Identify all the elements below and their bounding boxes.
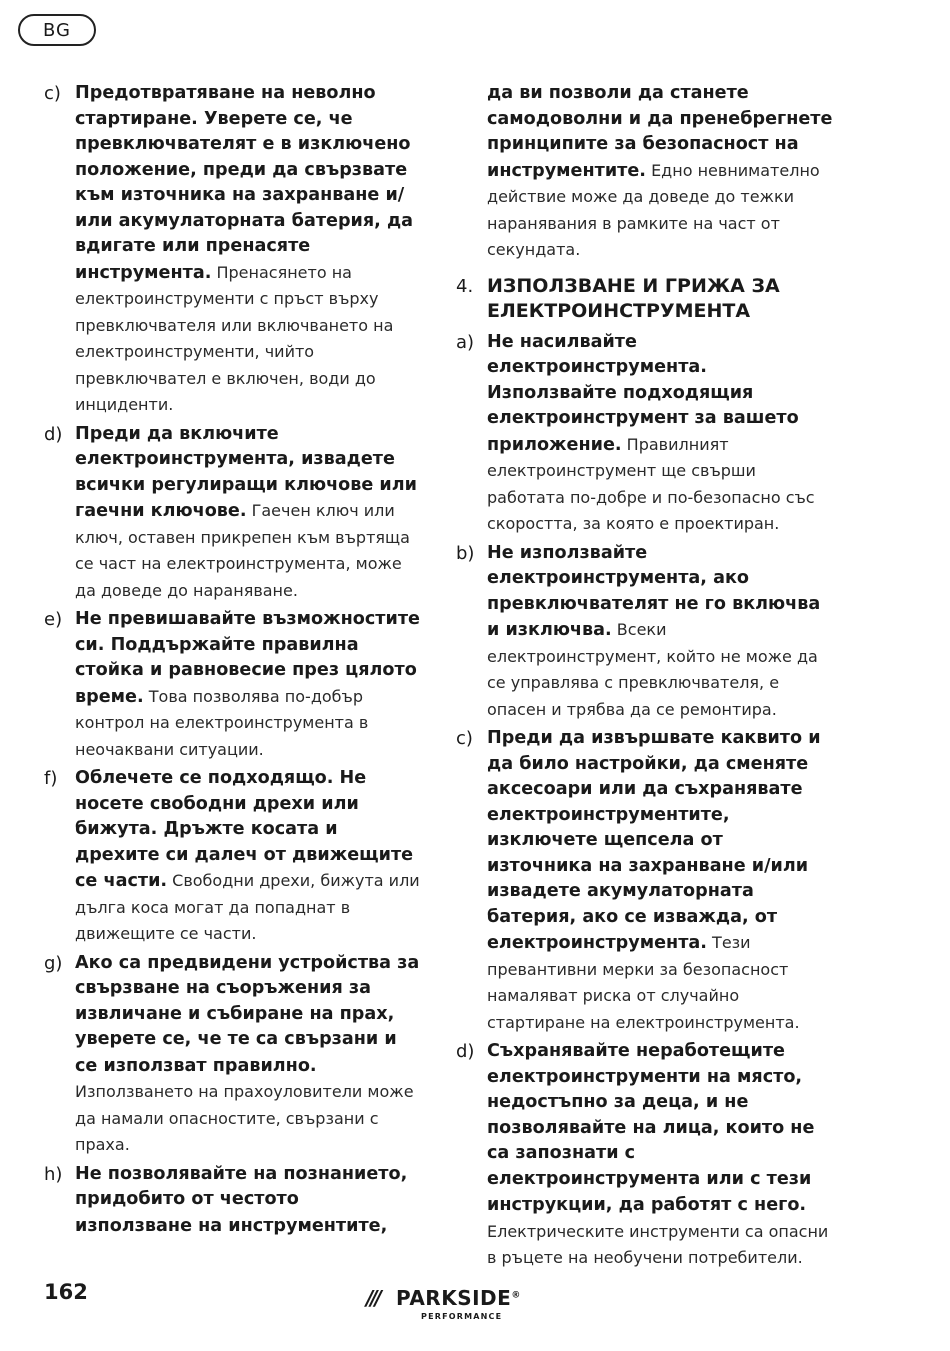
instruction-bold: Преди да извършвате каквито и да било настройки, да сменяте аксесоари или да съхранявате електроинструментите, изключете щепсела от източника на захранване и/или извадете акумулаторната батерия, ако се изважда, от електроинструмента. [487, 728, 821, 953]
instruction-bold: Не използвайте електроинструмента, ако превключвателят не го включва и изключва. [487, 542, 821, 640]
instruction-text: Електрическите инструменти са опасни в ръцете на необучени потребители. [487, 1221, 829, 1267]
item-marker: h) [44, 1163, 63, 1185]
instruction-text: Пренасянето на електроинструменти с пръст върху превключвателя или включването на електроинструменти, чийто превключвател е включен, води до инциденти. [75, 262, 394, 414]
instruction-item-d [44, 422, 421, 605]
item-marker: c) [44, 83, 61, 104]
item-marker: g) [44, 952, 63, 974]
instruction-bold: Преди да включите електроинструмента, извадете всички регулиращи ключове или гаечни ключове. [75, 423, 417, 521]
parkside-logo [366, 1286, 526, 1326]
instruction-text: Свободни дрехи, бижута или дълга коса могат да попаднат в движещите се части. [75, 871, 420, 943]
instruction-text: Използването на прахоуловители може да намали опасностите, свързани с праха. [75, 1082, 414, 1154]
language-badge: BG [18, 14, 96, 46]
section-heading [456, 274, 833, 324]
instruction-text: Това позволява по-добър контрол на електроинструмента в неочаквани ситуации. [75, 686, 369, 759]
continued-instruction [487, 81, 833, 264]
instruction-item-c [456, 726, 833, 1036]
logo-subtitle: PERFORMANCE [421, 1312, 503, 1321]
registered-mark: ® [511, 1290, 521, 1301]
instruction-bold: Не насилвайте електроинструмента. Използвайте подходящия електроинструмент за вашето приложение. [487, 331, 799, 455]
instruction-bold: Съхранявайте неработещите електроинструменти на място, недостъпно за деца, и не позволявайте на лица, които не са запознати с електроинструмента или с тези инструкции, да работят с него. [487, 1041, 815, 1215]
logo-brand [396, 1286, 521, 1310]
instruction-bold: Не позволявайте на познанието, придобито от честото използване на инструментите, [75, 1163, 408, 1236]
instruction-item-d [456, 1039, 833, 1272]
instruction-item-a [456, 330, 833, 538]
logo-brand-text: PARKSIDE [396, 1286, 512, 1310]
instruction-item-g [44, 951, 421, 1159]
item-marker: d) [44, 423, 63, 445]
logo-slashes: /// [366, 1286, 379, 1310]
instruction-bold: Облечете се подходящо. Не носете свободни дрехи или бижута. Дръжте косата и дрехите си далеч от движещите се части. [75, 768, 414, 891]
section-title: ИЗПОЛЗВАНЕ И ГРИЖА ЗА ЕЛЕКТРОИНСТРУМЕНТА [487, 274, 780, 322]
instruction-item-b [456, 541, 833, 724]
instruction-text: Тези превантивни мерки за безопасност намаляват риска от случайно стартиране на електроинструмента. [487, 933, 800, 1032]
item-marker: e) [44, 609, 63, 630]
item-marker: b) [456, 542, 475, 564]
left-column [44, 81, 421, 1242]
instruction-bold: Ако са предвидени устройства за свързване на съоръжения за извличане и събиране на прах, уверете се, че те са свързани и се използват правилно. [75, 952, 420, 1076]
instruction-text: Гаечен ключ или ключ, оставен прикрепен към въртяща се част на електроинструмента, може да доведе до нараняване. [75, 501, 410, 600]
instruction-item-e [44, 607, 421, 763]
instruction-item-h [44, 1162, 421, 1240]
instruction-text: Едно невнимателно действие може да доведе до тежки наранявания в рамките на част от секундата. [487, 160, 820, 259]
section-number: 4. [456, 275, 474, 297]
instruction-text: Правилният електроинструмент ще свърши работата по-добре и по-безопасно със скоростта, за която е проектиран. [487, 434, 815, 533]
right-column [456, 81, 833, 1275]
item-marker: d) [456, 1041, 475, 1062]
item-marker: f) [44, 768, 58, 789]
item-marker: a) [456, 331, 475, 353]
instruction-bold: Предотвратяване на неволно стартиране. Уверете се, че превключвателят е в изключено положение, преди да свързвате към източника на захранване и/или акумулаторната батерия, да вдигате или пренасяте инструмента. [75, 83, 414, 283]
page-number: 162 [44, 1280, 88, 1304]
instruction-item-c [44, 81, 421, 419]
instruction-text: Всеки електроинструмент, който не може да се управлява с превключвателя, е опасен и трябва да се ремонтира. [487, 620, 818, 719]
instruction-item-f [44, 766, 421, 948]
instruction-bold: да ви позволи да станете самодоволни и да пренебрегнете принципите за безопасност на инструментите. [487, 83, 833, 181]
item-marker: c) [456, 728, 473, 749]
instruction-bold: Не превишавайте възможностите си. Поддържайте правилна стойка и равновесие през цялото време. [75, 609, 420, 707]
